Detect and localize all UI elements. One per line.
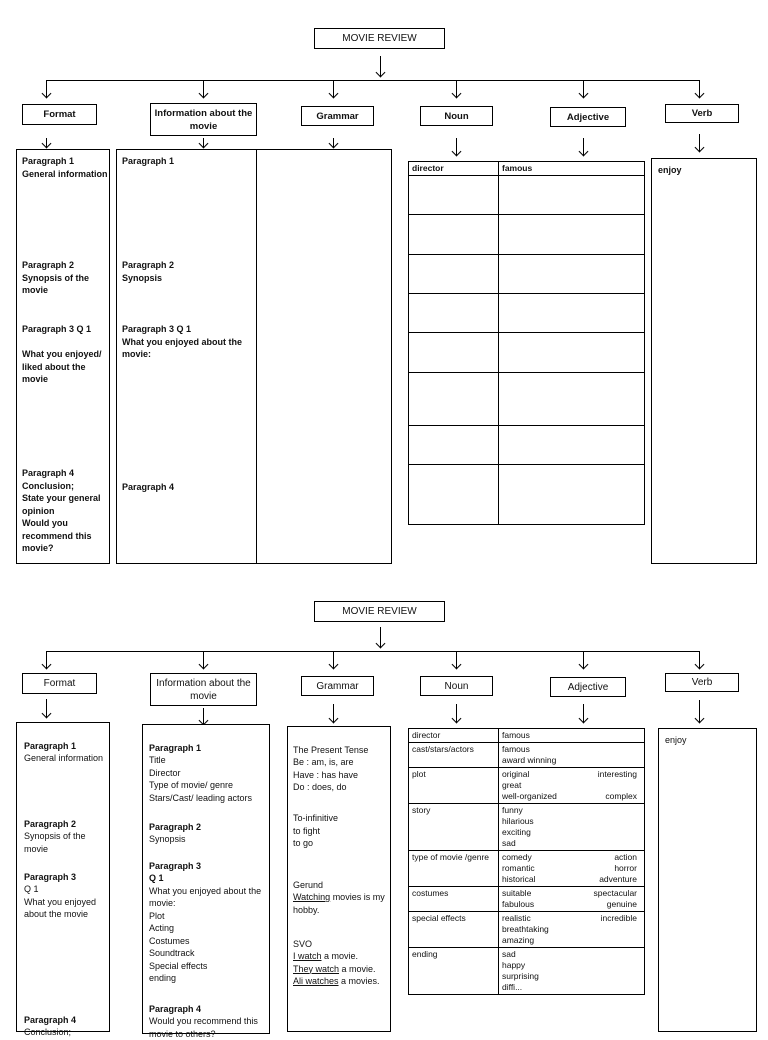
adjective-cell xyxy=(499,912,645,948)
adjective-word: famous xyxy=(502,730,530,740)
format-p1: Paragraph 1 General information xyxy=(22,156,108,179)
text: movies is my hobby. xyxy=(293,892,385,915)
arrow xyxy=(203,138,204,147)
bottom-format-p1 xyxy=(24,727,108,765)
noun-cell: type of movie /genre xyxy=(409,851,499,887)
info-p3: Paragraph 3 Q 1 What you enjoyed about the movie: xyxy=(122,324,243,359)
adjective-word: genuine xyxy=(606,899,637,909)
adjective-word: sad xyxy=(502,838,516,848)
arrow xyxy=(333,704,334,722)
adjective-word: surprising xyxy=(502,971,539,981)
adjective-cell xyxy=(499,729,645,743)
noun-cell: cast/stars/actors xyxy=(409,743,499,768)
table-row xyxy=(409,912,645,948)
arrow xyxy=(583,704,584,722)
bottom-format-p4 xyxy=(24,1001,108,1039)
noun-cell: special effects xyxy=(409,912,499,948)
bottom-header-adjective: Adjective xyxy=(550,677,626,697)
adjective-line xyxy=(502,755,641,766)
text: Watching xyxy=(293,892,331,902)
text: Synopsis xyxy=(149,834,186,844)
arrow xyxy=(583,138,584,155)
table-row xyxy=(409,729,645,743)
adjective-word: suitable xyxy=(502,888,532,898)
text: Be : am, is, are xyxy=(293,757,354,767)
label: Paragraph 4 xyxy=(149,1003,202,1014)
info-p4: Paragraph 4 xyxy=(122,482,175,492)
adjective-line xyxy=(502,769,641,780)
adjective-cell xyxy=(499,804,645,851)
top-verb-column xyxy=(651,158,757,564)
adjective-line xyxy=(502,935,641,946)
label: Paragraph 1 xyxy=(24,740,77,751)
label: Paragraph 3 xyxy=(24,871,77,882)
arrow xyxy=(46,651,47,668)
text: Synopsis of the movie xyxy=(24,831,86,854)
adjective-cell xyxy=(499,887,645,912)
adjective-line xyxy=(502,982,641,993)
adjective-word: interesting xyxy=(597,769,637,779)
text: Q 1 What you enjoyed about the movie xyxy=(24,884,97,919)
bottom-info-p1 xyxy=(149,729,269,804)
adjective-word: award winning xyxy=(502,755,557,765)
info-p2: Paragraph 2 Synopsis xyxy=(122,260,175,283)
adjective-line xyxy=(502,744,641,755)
adjective-word: exciting xyxy=(502,827,531,837)
text: Conclusion; xyxy=(24,1027,72,1037)
label: Paragraph 2 xyxy=(149,821,202,832)
adjective-word: great xyxy=(502,780,522,790)
text: Do : does, do xyxy=(293,782,347,792)
label: Paragraph 2 xyxy=(24,818,77,829)
arrow xyxy=(699,80,700,97)
adjective-word: romantic xyxy=(502,863,535,873)
adjective-cell xyxy=(499,768,645,804)
arrow xyxy=(333,651,334,668)
grammar-to-infinitive: To-infinitive to fight to go xyxy=(293,813,339,848)
adjective-word: amazing xyxy=(502,935,535,945)
adjective-line xyxy=(502,805,641,816)
bottom-header-noun: Noun xyxy=(420,676,493,696)
text: Have : has have xyxy=(293,769,359,780)
adjective-word: fabulous xyxy=(502,899,535,909)
adjective-line xyxy=(502,899,641,910)
text: Title Director Type of movie/ genre Stars/Cast/ leading actors xyxy=(149,755,253,803)
arrow xyxy=(333,138,334,147)
text: Would you recommend this movie to others? xyxy=(149,1016,258,1039)
bottom-header-grammar: Grammar xyxy=(301,676,374,696)
label: Paragraph 1 xyxy=(149,742,202,753)
header-information: Information about the movie xyxy=(150,103,257,136)
header-verb: Verb xyxy=(665,104,739,123)
adjective-word: famous xyxy=(502,744,530,754)
bottom-header-verb: Verb xyxy=(665,673,739,692)
header-grammar: Grammar xyxy=(301,106,374,126)
format-p3: Paragraph 3 Q 1 What you enjoyed/ liked about the movie xyxy=(22,324,102,384)
text: I watch xyxy=(293,951,322,961)
table-row xyxy=(409,804,645,851)
text: Gerund xyxy=(293,879,324,890)
table-row xyxy=(409,887,645,912)
adjective-line xyxy=(502,791,641,802)
adjective-line xyxy=(502,730,641,741)
adjective-cell xyxy=(499,743,645,768)
bottom-title: MOVIE REVIEW xyxy=(314,601,445,622)
text: What you enjoyed about the movie: Plot Acting Costumes Soundtrack Special effects ending xyxy=(149,885,262,983)
arrow xyxy=(583,80,584,97)
label: Paragraph 4 xyxy=(24,1014,77,1025)
adjective-cell xyxy=(499,948,645,995)
top-verb-first: enjoy xyxy=(658,165,682,175)
adjective-line xyxy=(502,924,641,935)
text: The Present Tense xyxy=(293,744,369,755)
adjective-line xyxy=(502,888,641,899)
noun-cell: ending xyxy=(409,948,499,995)
adjective-word: sad xyxy=(502,949,516,959)
grammar-present-tense xyxy=(293,731,389,794)
adjective-word: horror xyxy=(614,863,637,873)
format-p4: Paragraph 4 Conclusion; State your general opinion Would you recommend this movie? xyxy=(22,468,101,553)
arrow xyxy=(456,138,457,155)
adjective-word: breathtaking xyxy=(502,924,549,934)
noun-cell: director xyxy=(409,729,499,743)
top-title: MOVIE REVIEW xyxy=(314,28,445,49)
text: a movie. xyxy=(321,951,359,961)
format-p2: Paragraph 2 Synopsis of the movie xyxy=(22,260,90,295)
adjective-line xyxy=(502,971,641,982)
info-grammar-divider xyxy=(256,149,257,564)
grammar-svo xyxy=(293,925,389,988)
adjective-word: funny xyxy=(502,805,523,815)
text: a movie. xyxy=(339,963,376,974)
arrow xyxy=(456,704,457,722)
adjective-line xyxy=(502,960,641,971)
noun-cell: plot xyxy=(409,768,499,804)
adjective-word: historical xyxy=(502,874,536,884)
info-p1: Paragraph 1 xyxy=(122,156,175,166)
adjective-line xyxy=(502,827,641,838)
text: They watch xyxy=(293,963,340,974)
noun-cell: director xyxy=(409,162,499,176)
header-noun: Noun xyxy=(420,106,493,126)
adjective-line xyxy=(502,852,641,863)
adjective-line xyxy=(502,863,641,874)
adjective-word: spectacular xyxy=(593,888,637,898)
arrow xyxy=(380,627,381,647)
arrow xyxy=(456,651,457,668)
adjective-word: action xyxy=(614,852,637,862)
table-row xyxy=(409,948,645,995)
bottom-info-p4 xyxy=(149,990,269,1040)
adjective-line xyxy=(502,838,641,849)
adjective-line xyxy=(502,816,641,827)
label: Paragraph 3 Q 1 xyxy=(149,860,202,883)
text: a movies. xyxy=(338,976,380,986)
top-title-arrow xyxy=(380,56,381,76)
noun-cell: costumes xyxy=(409,887,499,912)
adjective-word: realistic xyxy=(502,913,531,923)
arrow xyxy=(583,651,584,668)
adjective-word: well-organized xyxy=(502,791,557,801)
text: Ali watches xyxy=(293,976,339,986)
arrow xyxy=(46,138,47,147)
arrow xyxy=(203,651,204,668)
arrow xyxy=(333,80,334,97)
adjective-line xyxy=(502,780,641,791)
arrow xyxy=(203,80,204,97)
adjective-word: complex xyxy=(605,791,637,801)
bottom-verb-first: enjoy xyxy=(665,735,687,745)
table-row xyxy=(409,768,645,804)
bottom-noun-table xyxy=(408,728,645,995)
grammar-gerund xyxy=(293,866,389,916)
text: SVO xyxy=(293,938,313,949)
arrow xyxy=(46,80,47,97)
bottom-info-p2 xyxy=(149,808,269,846)
bottom-branch-line xyxy=(46,651,700,652)
bottom-info-p3 xyxy=(149,847,269,985)
adjective-line xyxy=(502,949,641,960)
top-branch-line xyxy=(46,80,700,81)
bottom-format-p3 xyxy=(24,858,108,921)
arrow xyxy=(456,80,457,97)
adjective-word: hilarious xyxy=(502,816,534,826)
adjective-word: diffi... xyxy=(502,982,523,992)
bottom-header-information: Information about the movie xyxy=(150,673,257,706)
adjective-word: happy xyxy=(502,960,526,970)
header-format: Format xyxy=(22,104,97,125)
arrow xyxy=(699,700,700,722)
arrow xyxy=(699,651,700,668)
top-noun-table xyxy=(408,161,645,525)
bottom-header-format: Format xyxy=(22,673,97,694)
table-row xyxy=(409,851,645,887)
noun-cell: story xyxy=(409,804,499,851)
adjective-word: original xyxy=(502,769,530,779)
table-row xyxy=(409,743,645,768)
arrow xyxy=(203,708,204,724)
adjective-word: adventure xyxy=(599,874,637,884)
header-adjective: Adjective xyxy=(550,107,626,127)
adjective-word: incredible xyxy=(600,913,637,923)
adjective-line xyxy=(502,874,641,885)
adjective-word: comedy xyxy=(502,852,532,862)
bottom-verb-column xyxy=(658,728,757,1032)
bottom-format-p2 xyxy=(24,805,108,855)
adjective-line xyxy=(502,913,641,924)
adj-cell: famous xyxy=(499,162,645,176)
arrow xyxy=(46,699,47,717)
text: General information xyxy=(24,753,104,763)
adjective-cell xyxy=(499,851,645,887)
arrow xyxy=(699,134,700,151)
